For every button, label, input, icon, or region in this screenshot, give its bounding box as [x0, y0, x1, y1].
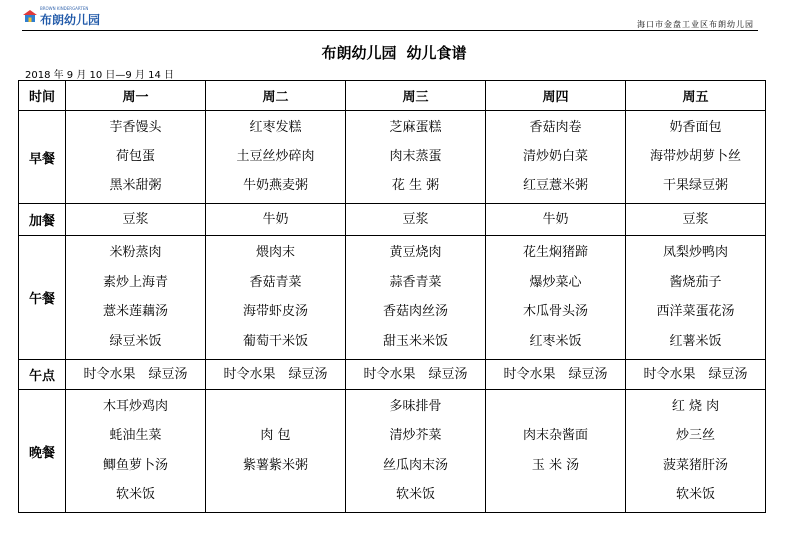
dish-item: 时令水果 绿豆汤 — [223, 366, 328, 382]
menu-cell — [626, 236, 766, 360]
dish-item: 牛奶 — [262, 211, 289, 227]
dish-item: 炒三丝 — [675, 428, 715, 444]
menu-cell — [486, 390, 626, 513]
dish-item: 葡萄干米饭 — [242, 334, 308, 350]
menu-cell — [486, 111, 626, 204]
dish-item: 肉末杂酱面 — [522, 428, 588, 443]
dish-item: 海带炒胡萝卜丝 — [649, 148, 741, 164]
menu-table — [18, 80, 766, 513]
menu-cell — [486, 204, 626, 236]
meal-label: 午餐 — [19, 236, 66, 360]
dish-item: 牛奶燕麦粥 — [242, 178, 308, 194]
date-range: 2018 年 9 月 10 日—9 月 14 日 — [25, 70, 175, 81]
dish-item: 鲫鱼萝卜汤 — [102, 457, 168, 473]
dish-item: 凤梨炒鸭肉 — [662, 244, 728, 260]
dish-item: 西洋菜蛋花汤 — [656, 304, 735, 320]
header-day: 周三 — [346, 81, 486, 111]
dish-item: 时令水果 绿豆汤 — [503, 366, 608, 382]
dish-item: 芋香馒头 — [109, 119, 162, 135]
menu-cell — [346, 236, 486, 360]
kindergarten-logo — [22, 6, 102, 26]
dish-item: 清炒芥菜 — [389, 428, 442, 444]
dish-item: 土豆丝炒碎肉 — [236, 148, 315, 164]
house-logo-icon — [22, 9, 38, 23]
dish-item: 酱烧茄子 — [669, 274, 722, 290]
dish-item: 干果绿豆粥 — [662, 178, 728, 194]
dish-item: 红枣发糕 — [249, 119, 302, 135]
dish-item: 软米饭 — [115, 487, 155, 503]
menu-cell — [206, 360, 346, 390]
menu-cell — [626, 111, 766, 204]
dish-item: 素炒上海青 — [102, 274, 168, 290]
menu-cell — [626, 204, 766, 236]
menu-cell — [66, 204, 206, 236]
dish-item: 爆炒菜心 — [529, 274, 582, 290]
dish-item: 米粉蒸肉 — [109, 244, 162, 260]
dish-item: 黄豆烧肉 — [389, 244, 442, 260]
meal-label: 晚餐 — [19, 390, 66, 513]
table-row — [19, 204, 766, 236]
dish-item: 荷包蛋 — [115, 148, 155, 164]
menu-cell — [66, 236, 206, 360]
menu-cell — [346, 111, 486, 204]
dish-item: 海带虾皮汤 — [242, 304, 308, 320]
dish-item: 木耳炒鸡肉 — [102, 398, 168, 414]
menu-cell — [486, 236, 626, 360]
dish-item: 木瓜骨头汤 — [522, 304, 588, 320]
menu-cell — [346, 390, 486, 513]
menu-cell — [486, 360, 626, 390]
title-menu-label: 幼儿食谱 — [406, 44, 467, 62]
dish-item: 肉末蒸蛋 — [389, 148, 442, 164]
dish-item: 奶香面包 — [669, 119, 722, 135]
dish-item: 肉 包 — [260, 428, 291, 443]
dish-item: 薏米莲藕汤 — [102, 304, 168, 320]
dish-item: 绿豆米饭 — [109, 334, 162, 350]
dish-item: 丝瓜肉末汤 — [382, 457, 448, 473]
table-header-row — [19, 81, 766, 111]
menu-cell — [346, 204, 486, 236]
meal-label: 早餐 — [19, 111, 66, 204]
dish-item: 香菇肉卷 — [529, 119, 582, 135]
dish-item: 红枣米饭 — [529, 334, 582, 350]
menu-cell — [626, 360, 766, 390]
meal-label: 加餐 — [19, 204, 66, 236]
table-row — [19, 111, 766, 204]
dish-item: 红豆薏米粥 — [522, 178, 588, 194]
header-time: 时间 — [19, 81, 66, 111]
page-title — [0, 42, 788, 63]
dish-item: 黑米甜粥 — [109, 178, 162, 194]
dish-item: 蒜香青菜 — [389, 274, 442, 290]
logo-tagline: BROWN KINDERGARTEN — [40, 6, 89, 11]
dish-item: 时令水果 绿豆汤 — [643, 366, 748, 382]
dish-item: 牛奶 — [542, 211, 569, 227]
title-school-name: 布朗幼儿园 — [321, 44, 397, 62]
header-address: 海口市金盘工业区布朗幼儿园 — [637, 20, 754, 29]
dish-item: 豆浆 — [402, 211, 429, 227]
dish-item: 红 烧 肉 — [671, 398, 720, 414]
dish-item: 红薯米饭 — [669, 334, 722, 350]
dish-item: 紫薯紫米粥 — [242, 458, 308, 473]
dish-item: 清炒奶白菜 — [522, 148, 588, 164]
dish-item: 香菇肉丝汤 — [382, 304, 448, 320]
table-row — [19, 390, 766, 513]
menu-cell — [206, 204, 346, 236]
menu-cell — [66, 390, 206, 513]
header-divider — [22, 30, 758, 31]
header-day: 周一 — [66, 81, 206, 111]
dish-item: 芝麻蛋糕 — [389, 119, 442, 135]
header-day: 周二 — [206, 81, 346, 111]
dish-item: 甜玉米米饭 — [382, 334, 448, 350]
logo-name: 布朗幼儿园 — [40, 13, 101, 27]
dish-item: 时令水果 绿豆汤 — [363, 366, 468, 382]
dish-item: 软米饭 — [395, 487, 435, 503]
dish-item: 花生焖猪蹄 — [522, 244, 588, 260]
dish-item: 多味排骨 — [389, 398, 442, 414]
dish-item: 香菇青菜 — [249, 274, 302, 290]
menu-cell — [206, 236, 346, 360]
dish-item: 时令水果 绿豆汤 — [83, 366, 188, 382]
dish-item: 蚝油生菜 — [109, 428, 162, 444]
dish-item: 豆浆 — [682, 211, 709, 227]
table-row — [19, 360, 766, 390]
dish-item: 煨肉末 — [255, 244, 295, 260]
meal-label: 午点 — [19, 360, 66, 390]
dish-item: 菠菜猪肝汤 — [662, 457, 728, 473]
menu-cell — [66, 111, 206, 204]
menu-cell — [206, 111, 346, 204]
dish-item: 软米饭 — [675, 487, 715, 503]
menu-cell — [206, 390, 346, 513]
menu-cell — [626, 390, 766, 513]
dish-item: 花 生 粥 — [391, 178, 440, 194]
header-day: 周四 — [486, 81, 626, 111]
menu-cell — [66, 360, 206, 390]
header-day: 周五 — [626, 81, 766, 111]
dish-item: 豆浆 — [122, 211, 149, 227]
dish-item: 玉 米 汤 — [531, 458, 580, 473]
menu-cell — [346, 360, 486, 390]
table-row — [19, 236, 766, 360]
